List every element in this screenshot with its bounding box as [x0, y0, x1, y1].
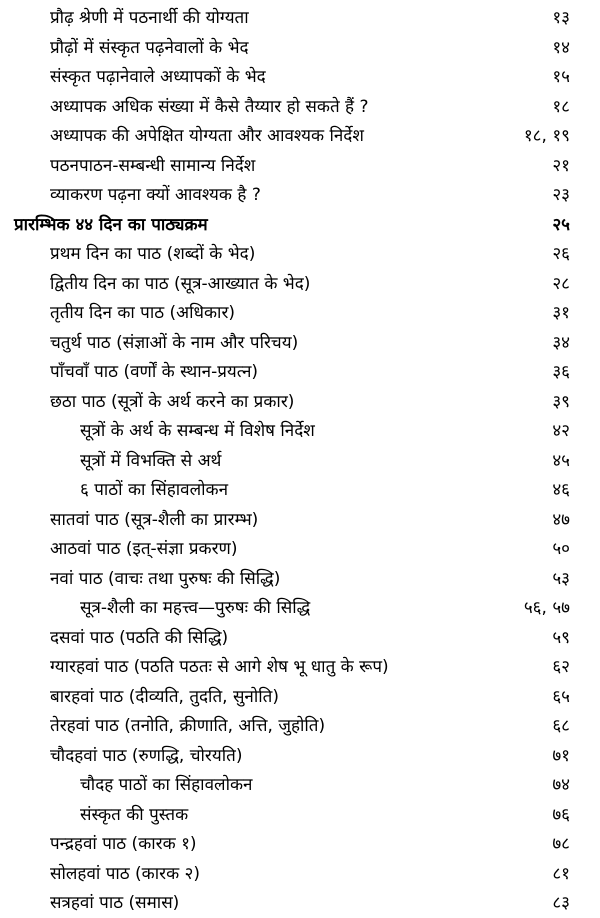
toc-entry-page-number: ४५ [552, 450, 570, 471]
toc-entry-page-number: ७१ [552, 745, 570, 766]
toc-entry [0, 299, 600, 328]
toc-entry-title: सातवां पाठ (सूत्र-शैली का प्रारम्भ) [50, 509, 259, 530]
toc-entry-page-number: ८३ [552, 893, 570, 913]
toc-entry-title: छठा पाठ (सूत्रों के अर्थ करने का प्रकार) [50, 391, 295, 412]
toc-entry-title: चतुर्थ पाठ (संज्ञाओं के नाम और परिचय) [50, 332, 299, 353]
toc-entry-page-number: २८ [552, 273, 570, 294]
toc-entry-title: बारहवां पाठ (दीव्यति, तुदति, सुनोति) [50, 686, 279, 707]
toc-entry [0, 388, 600, 417]
toc-entry [0, 476, 600, 505]
toc-entry-page-number: ७८ [552, 834, 570, 854]
toc-entry-title: आठवां पाठ (इत्-संज्ञा प्रकरण) [50, 539, 238, 559]
toc-entry-page-number: ५३ [552, 568, 570, 589]
toc-section-heading [0, 211, 600, 240]
toc-entry-title: सूत्रों में विभक्ति से अर्थ [80, 450, 222, 471]
toc-entry-title: तेरहवां पाठ (तनोति, क्रीणाति, अत्ति, जुहोति) [50, 716, 326, 736]
toc-entry-title: प्रौढ़ श्रेणी में पठनार्थी की योग्यता [50, 8, 249, 28]
toc-entry [0, 565, 600, 594]
toc-entry-page-number: ६५ [552, 686, 570, 707]
toc-entry-title: पठनपाठन-सम्बन्धी सामान्य निर्देश [50, 155, 256, 176]
toc-entry [0, 771, 600, 800]
toc-entry-page-number: ४२ [552, 421, 570, 441]
toc-entry-title: सोलहवां पाठ (कारक २) [50, 863, 201, 884]
toc-entry-title: सूत्र-शैली का महत्त्व—पुरुषः की सिद्धि [80, 598, 311, 618]
toc-entry-page-number: ३६ [552, 362, 570, 382]
toc-entry-page-number: १४ [552, 37, 570, 58]
toc-entry-page-number: ३९ [552, 391, 570, 412]
toc-entry-page-number: १५ [552, 67, 570, 87]
toc-entry-title: अध्यापक की अपेक्षित योग्यता और आवश्यक निर्देश [50, 126, 364, 146]
toc-entry-title: सूत्रों के अर्थ के सम्बन्ध में विशेष निर्देश [80, 421, 315, 441]
toc-entry [0, 34, 600, 63]
toc-entry [0, 624, 600, 653]
toc-entry-title: नवां पाठ (वाचः तथा पुरुषः की सिद्धि) [50, 568, 281, 589]
toc-entry-title: प्रौढ़ों में संस्कृत पढ़नेवालों के भेद [50, 37, 249, 58]
toc-entry-title: द्वितीय दिन का पाठ (सूत्र-आख्यात के भेद) [50, 273, 311, 294]
toc-entry-title: प्रारम्भिक ४४ दिन का पाठ्यक्रम [14, 214, 208, 235]
toc-entry-page-number: २६ [552, 244, 570, 264]
toc-entry-title: चौदह पाठों का सिंहावलोकन [80, 775, 253, 795]
toc-entry-title: संस्कृत पढ़ानेवाले अध्यापकों के भेद [50, 67, 266, 87]
toc-entry-page-number: ८१ [552, 863, 570, 884]
toc-entry [0, 447, 600, 476]
toc-entry-page-number: २३ [552, 185, 570, 205]
toc-entry-page-number: १३ [552, 8, 570, 28]
toc-entry-page-number: ३४ [552, 332, 570, 353]
toc-entry [0, 712, 600, 741]
toc-entry-title: पाँचवाँ पाठ (वर्णों के स्थान-प्रयत्न) [50, 362, 259, 382]
toc-entry [0, 860, 600, 889]
toc-entry-page-number: २१ [552, 155, 570, 176]
toc-entry [0, 122, 600, 151]
toc-entry-page-number: ४७ [552, 509, 570, 530]
toc-entry [0, 329, 600, 358]
toc-entry-title: सत्रहवां पाठ (समास) [50, 893, 180, 913]
toc-entry-title: ग्यारहवां पाठ (पठति पठतः से आगे शेष भू धातु के रूप) [50, 657, 389, 677]
toc-entry-title: प्रथम दिन का पाठ (शब्दों के भेद) [50, 244, 256, 264]
toc-entry-title: पन्द्रहवां पाठ (कारक १) [50, 834, 197, 854]
toc-entry [0, 181, 600, 210]
toc-entry-title: अध्यापक अधिक संख्या में कैसे तैय्यार हो सकते हैं ? [50, 96, 369, 117]
toc-entry-page-number: २५ [552, 214, 570, 235]
toc-entry [0, 417, 600, 446]
toc-entry-page-number: ७६ [552, 804, 570, 825]
toc-entry [0, 358, 600, 387]
toc-entry [0, 240, 600, 269]
toc-entry-page-number: ५९ [552, 627, 570, 648]
toc-entry [0, 742, 600, 771]
toc-entry-title: व्याकरण पढ़ना क्यों आवश्यक है ? [50, 185, 261, 205]
toc-entry [0, 889, 600, 918]
toc-entry-title: तृतीय दिन का पाठ (अधिकार) [50, 303, 236, 323]
toc-entry-title: ६ पाठों का सिंहावलोकन [80, 480, 229, 500]
toc-entry-title: चौदहवां पाठ (रुणद्धि, चोरयति) [50, 745, 243, 766]
toc-entry [0, 152, 600, 181]
toc-entry-page-number: ६२ [552, 657, 570, 677]
toc-entry [0, 594, 600, 623]
toc-entry-page-number: ७४ [552, 775, 570, 795]
toc-entry [0, 270, 600, 299]
toc-entry [0, 535, 600, 564]
toc-entry-title: संस्कृत की पुस्तक [80, 804, 189, 825]
toc-entry [0, 801, 600, 830]
toc-entry-page-number: ४६ [552, 480, 570, 500]
toc-entry-page-number: ५६, ५७ [523, 598, 570, 618]
toc-entry-page-number: ५० [552, 539, 570, 559]
toc-entry-page-number: ६८ [552, 716, 570, 736]
toc-entry [0, 653, 600, 682]
toc-entry [0, 63, 600, 92]
toc-entry [0, 683, 600, 712]
toc-entry-page-number: ३१ [552, 303, 570, 323]
toc-entry-page-number: १८ [552, 96, 570, 117]
toc-entry [0, 4, 600, 33]
toc-entry [0, 830, 600, 859]
toc-entry [0, 506, 600, 535]
toc-entry-title: दसवां पाठ (पठति की सिद्धि) [50, 627, 229, 648]
toc-entry [0, 93, 600, 122]
toc-entry-page-number: १८, १९ [523, 126, 570, 146]
